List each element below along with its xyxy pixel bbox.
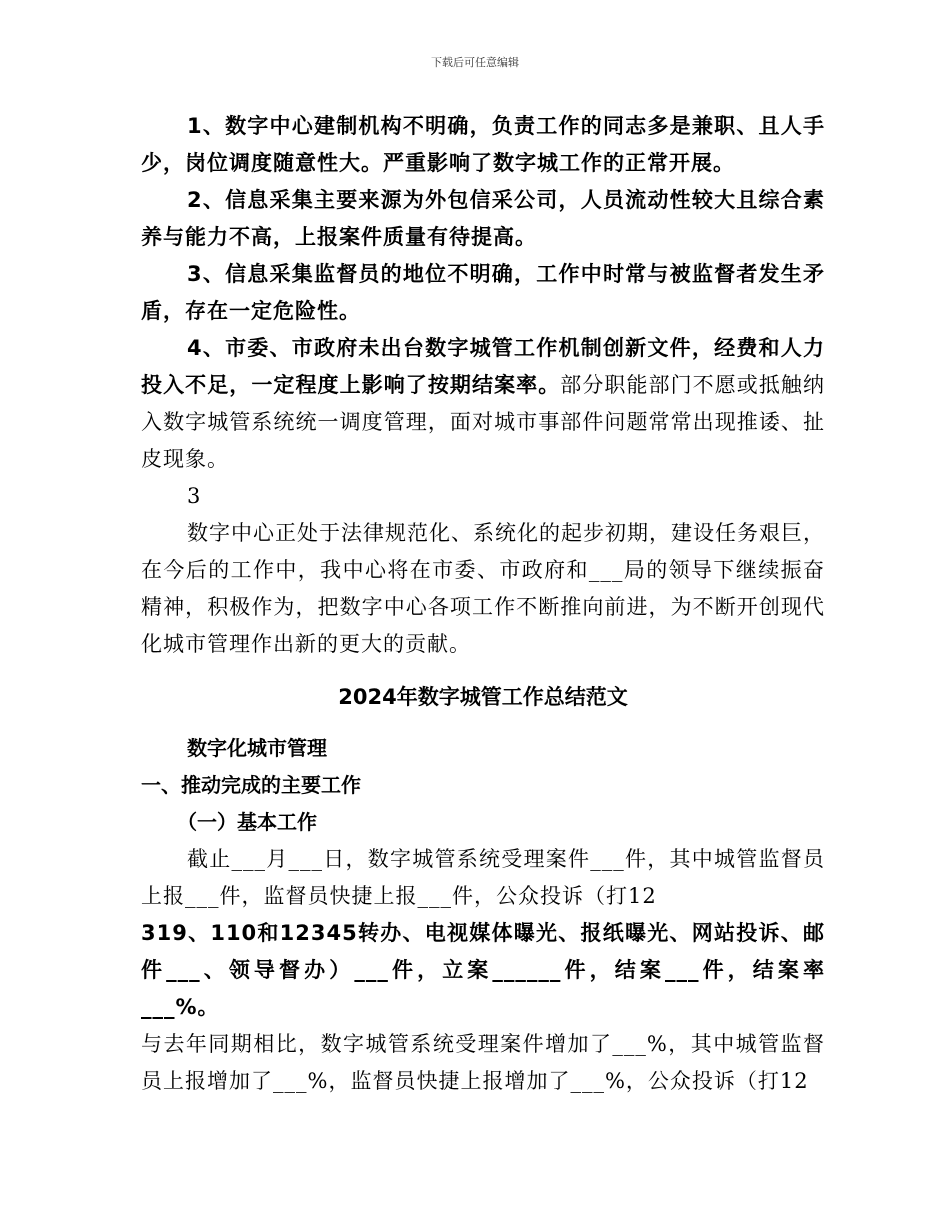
paragraph-issue-2: 2、信息采集主要来源为外包信采公司，人员流动性较大且综合素养与能力不高，上报案件质量有待提高。: [141, 188, 825, 249]
paragraph-issue-4-rest: 部分职能部门不愿或抵触纳入数字城管系统统一调度管理，面对城市事部件问题常常出现推诿、扯皮现象。: [141, 373, 825, 471]
paragraph-issue-1: 1、数字中心建制机构不明确，负责工作的同志多是兼职、且人手少，岗位调度随意性大。严重影响了数字城工作的正常开展。: [141, 114, 825, 175]
heading-main-work: 一、推动完成的主要工作: [141, 773, 361, 797]
section-number: 3: [187, 484, 202, 508]
paragraph-issue-3: 3、信息采集监督员的地位不明确，工作中时常与被监督者发生矛盾，存在一定危险性。: [141, 262, 825, 323]
paragraph-issue-4-bold: 4、市委、市政府未出台数字城管工作机制创新文件，经费和人力投入不足，一定程度上影响了按期结案率。: [141, 336, 825, 397]
heading-digital-management: 数字化城市管理: [187, 736, 327, 760]
page-header-note: 下载后可任意编辑: [431, 56, 519, 69]
paragraph-statistics-3: 与去年同期相比，数字城管系统受理案件增加了___%，其中城管监督员上报增加了___%，监督员快捷上报增加了___%，公众投诉（打12: [141, 1032, 825, 1093]
paragraph-statistics-2: 319、110和12345转办、电视媒体曝光、报纸曝光、网站投诉、邮件___、领导督办）___件，立案______件，结案___件，结案率___%。: [141, 921, 825, 1019]
document-title: 2024年数字城管工作总结范文: [338, 685, 628, 709]
document-body: [141, 108, 825, 1100]
heading-basic-work: （一）基本工作: [177, 810, 317, 834]
paragraph-outlook: 数字中心正处于法律规范化、系统化的起步初期，建设任务艰巨，在今后的工作中，我中心将在市委、市政府和___局的领导下继续振奋精神，积极作为，把数字中心各项工作不断推向前进，为不断开创现代化城市管理作出新的更大的贡献。: [141, 521, 825, 656]
paragraph-statistics-1: 截止___月___日，数字城管系统受理案件___件，其中城管监督员上报___件，监督员快捷上报___件，公众投诉（打12: [141, 847, 825, 908]
paragraph-issue-4: [141, 330, 825, 478]
